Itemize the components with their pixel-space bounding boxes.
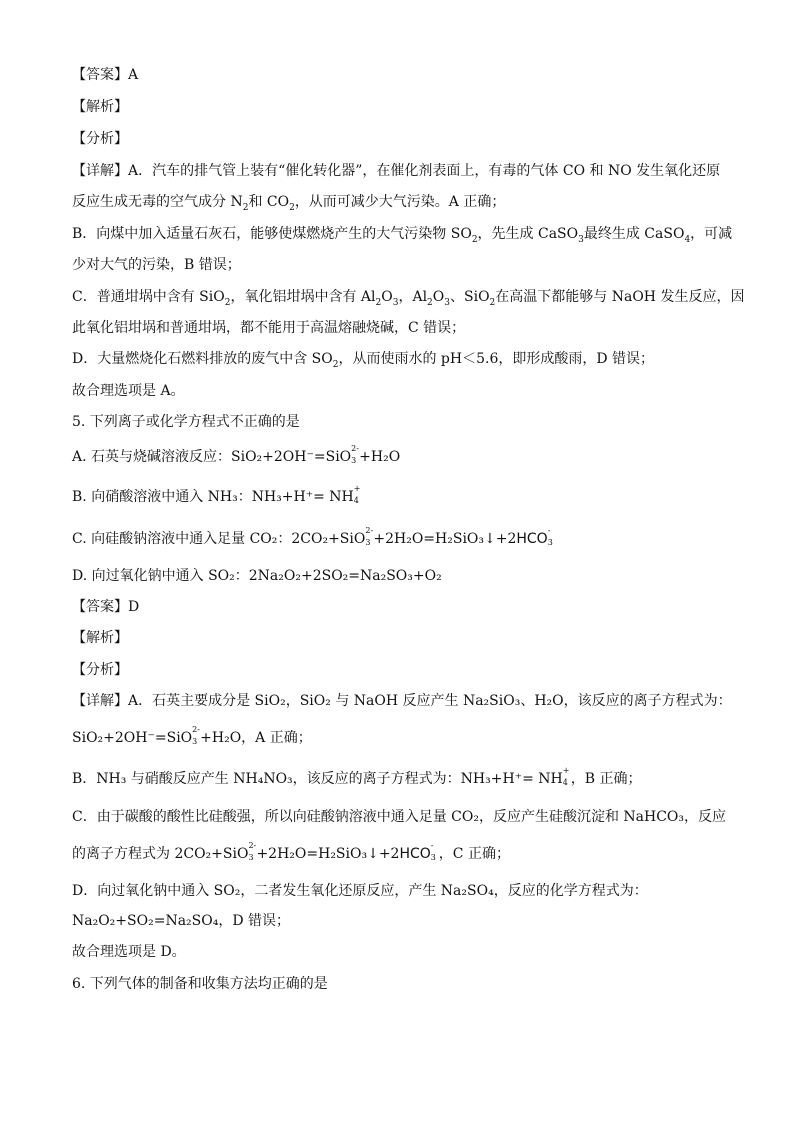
detail-line: SiO₂+2OH⁻=SiO 2- 3 +H₂O，A 正确； (72, 725, 312, 746)
detail-line: B．NH₃ 与硝酸反应产生 NH₄NO₃，该反应的离子方程式为：NH₃+H⁺= NH + 4 ，B 正确； (72, 766, 642, 787)
detail-line: 此氧化铝坩埚和普通坩埚，都不能用于高温熔融烧碱，C 错误； (72, 320, 466, 336)
fenxi-label: 【分析】 (72, 662, 128, 678)
detail-line: B．向煤中加入适量石灰石，能够使煤燃烧产生的大气污染物 $SO_2$，先生成 CaSO$_3$最终生成 CaSO$_4$，可减 (72, 226, 733, 245)
detail-line: 少对大气的污染，B 错误； (72, 257, 241, 273)
detail-line: 【详解】A．汽车的排气管上装有“催化转化器”，在催化剂表面上，有毒的气体 CO 和 NO 发生氧化还原 (72, 163, 721, 179)
detail-line: Na₂O₂+SO₂=Na₂SO₄，D 错误； (72, 913, 291, 929)
detail-line: D．向过氧化钠中通入 SO₂，二者发生氧化还原反应，产生 Na₂SO₄，反应的化学方程式为： (72, 883, 648, 899)
question-stem: 6. 下列气体的制备和收集方法均正确的是 (72, 976, 328, 992)
analysis-label: 【解析】 (72, 99, 128, 115)
option-b: B. 向硝酸溶液中通入 NH₃：NH₃+H⁺= NH + 4 (72, 484, 361, 505)
conclusion-line: 故合理选项是 D。 (72, 944, 186, 960)
detail-line: C．由于碳酸的酸性比硅酸强，所以向硅酸钠溶液中通入足量 CO₂，反应产生硅酸沉淀和 NaHCO₃，反应 (72, 809, 727, 825)
conclusion-line: 故合理选项是 A。 (72, 383, 185, 399)
detail-line: C．普通坩埚中含有 SiO$_2$，氧化铝坩埚中含有 $Al_2O_3$，$Al_2O_3$、SiO$_2$在高温下都能够与 NaOH 发生反应，因 (72, 289, 745, 308)
answer-label: 【答案】D (72, 599, 140, 615)
detail-line: 反应生成无毒的空气成分 $N_2$和 $CO_2$，从而可减少大气污染。A 正确； (72, 194, 506, 213)
analysis-label: 【解析】 (72, 630, 128, 646)
detail-line: 【详解】A．石英主要成分是 SiO₂，SiO₂ 与 NaOH 反应产生 Na₂SiO₃、H₂O，该反应的离子方程式为： (72, 693, 732, 709)
fenxi-label: 【分析】 (72, 131, 128, 147)
option-d: D. 向过氧化钠中通入 SO₂：2Na₂O₂+2SO₂=Na₂SO₃+O₂ (72, 568, 442, 584)
detail-line: D．大量燃烧化石燃料排放的废气中含 $SO_2$，从而使雨水的 pH＜5.6，即形成酸雨，D 错误； (72, 351, 655, 370)
answer-label: 【答案】A (72, 67, 139, 83)
question-stem: 5. 下列离子或化学方程式不正确的是 (72, 414, 300, 430)
option-c: C. 向硅酸钠溶液中通入足量 CO₂：2CO₂+SiO 2- 3 +2H₂O=H₂SiO₃↓+2HCO - 3 (72, 526, 553, 547)
option-a: A. 石英与烧碱溶液反应：SiO₂+2OH⁻=SiO 2- 3 +H₂O (72, 444, 401, 465)
detail-line: 的离子方程式为 2CO₂+SiO 2- 3 +2H₂O=H₂SiO₃↓+2HCO - 3 ，C 正确； (72, 841, 510, 862)
